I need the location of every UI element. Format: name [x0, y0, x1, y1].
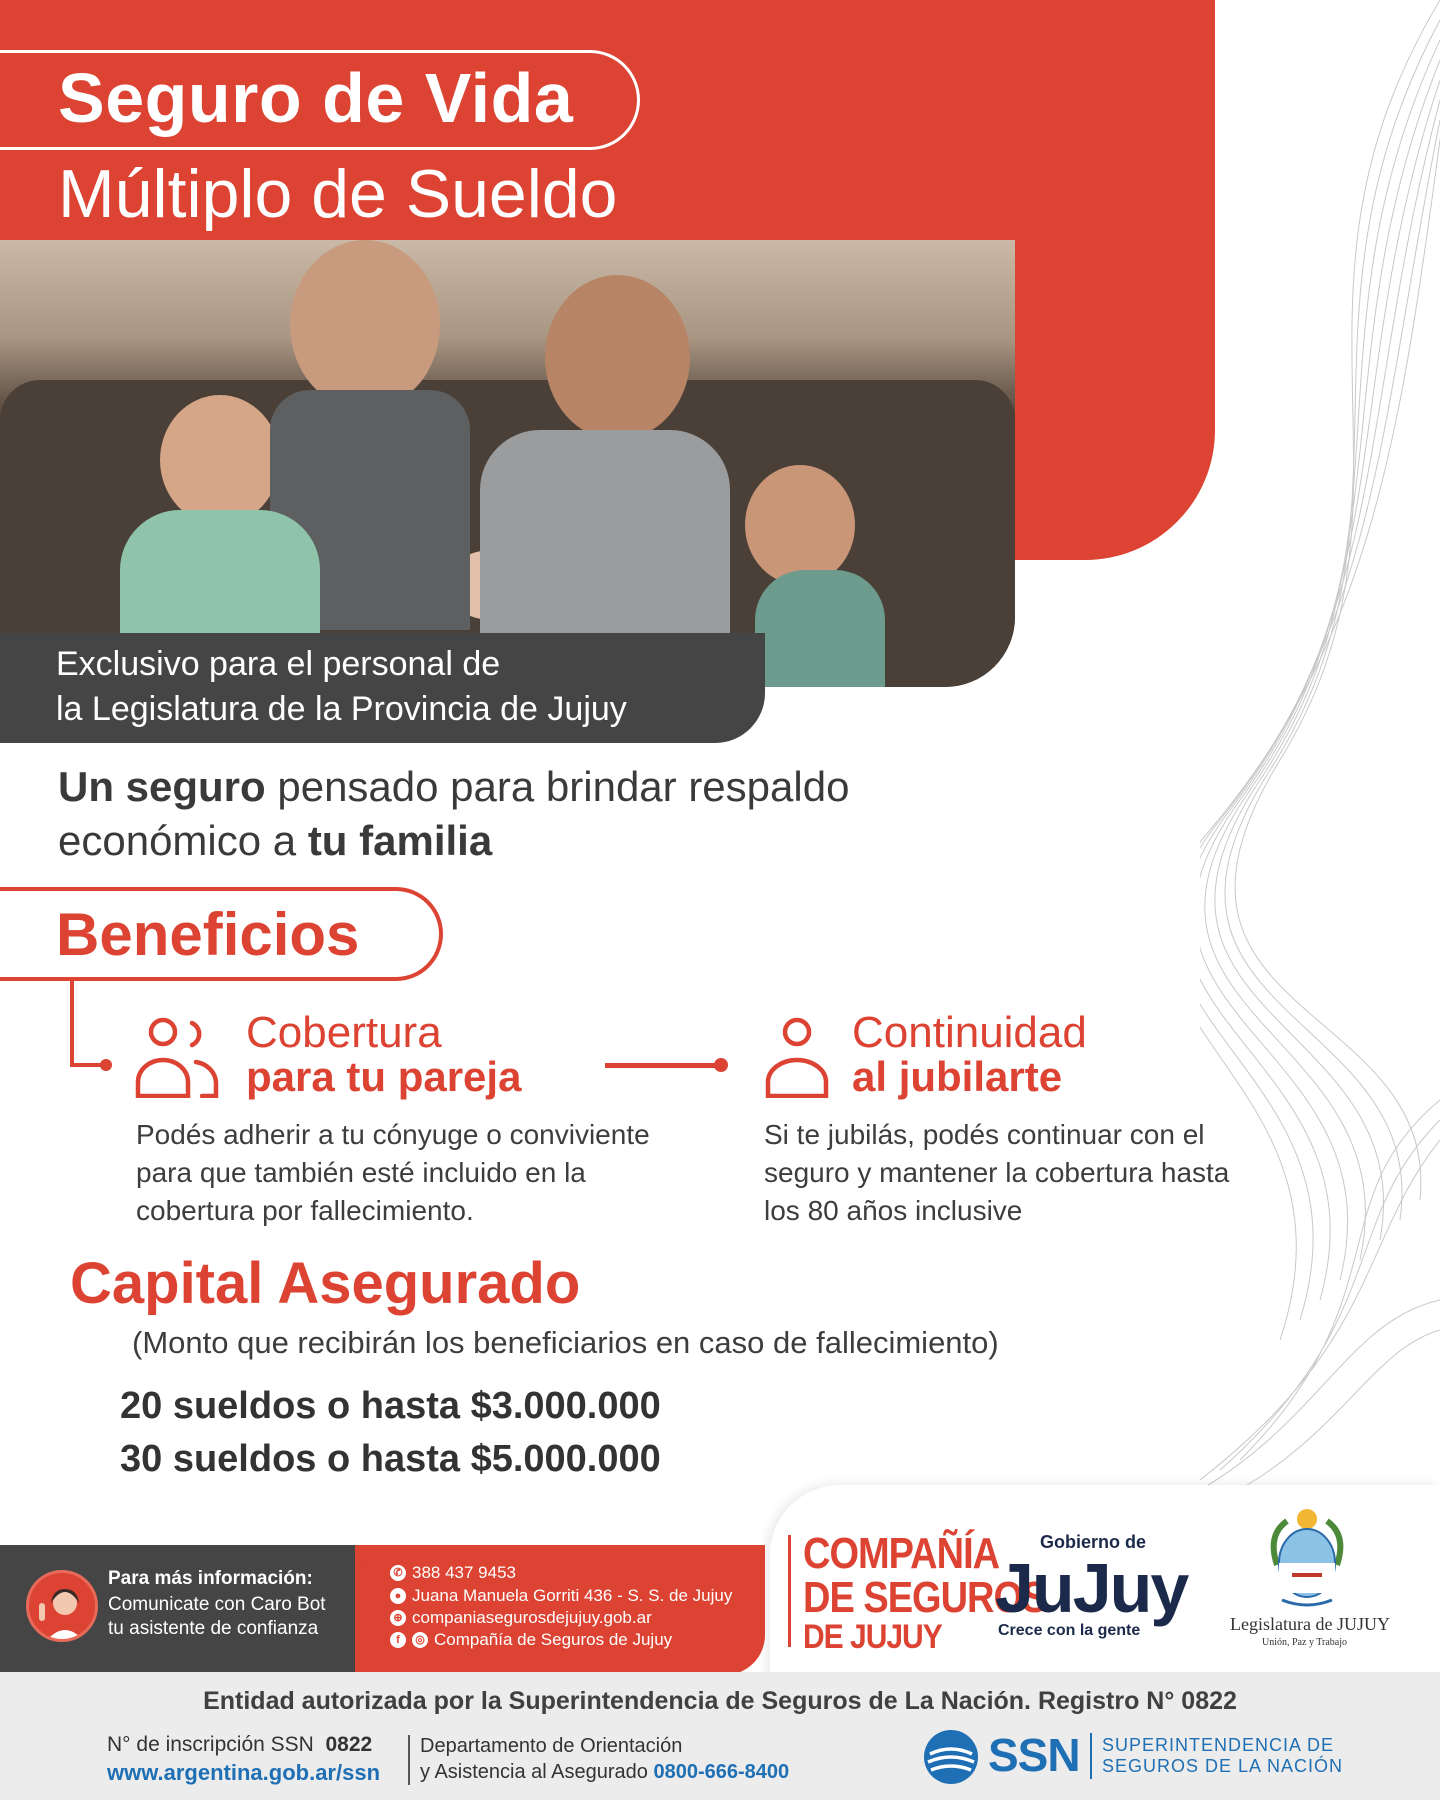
gobierno-logo-word: JuJuy: [995, 1549, 1188, 1627]
footer-dept-line-1: Departamento de Orientación: [420, 1735, 683, 1757]
contact-address-text: Juana Manuela Gorriti 436 - S. S. de Jujuy: [412, 1586, 733, 1605]
benefit-2-heading: Continuidad: [852, 1008, 1087, 1057]
gobierno-logo-tagline: Crece con la gente: [998, 1622, 1141, 1639]
capital-option-20: 20 sueldos o hasta $3.000.000: [120, 1385, 661, 1427]
capital-option-30: 30 sueldos o hasta $5.000.000: [120, 1438, 661, 1480]
contact-social[interactable]: [390, 1630, 672, 1650]
benefit-2-desc-line: los 80 años inclusive: [764, 1195, 1023, 1226]
gobierno-logo-top: Gobierno de: [1040, 1532, 1147, 1552]
company-logo-line-2: DE SEGUROS: [803, 1574, 1047, 1623]
page-title: Seguro de Vida: [58, 59, 574, 137]
contact-social-text: Compañía de Seguros de Jujuy: [434, 1630, 673, 1649]
info-line-2: tu asistente de confianza: [108, 1618, 319, 1639]
exclusive-line-1: Exclusivo para el personal de: [56, 645, 501, 683]
tagline-text-2: económico a: [58, 817, 308, 864]
whatsapp-icon: ✆: [390, 1565, 406, 1581]
ssn-name-line-1: SUPERINTENDENCIA DE: [1102, 1735, 1335, 1755]
company-logo-line-3: DE JUJUY: [803, 1618, 942, 1656]
contact-website-text: companiasegurosdejujuy.gob.ar: [412, 1608, 652, 1627]
benefits-arrow-dot: [714, 1058, 728, 1072]
photo-person-father: [290, 240, 440, 410]
web-icon: ⊕: [390, 1610, 406, 1626]
contact-website[interactable]: [390, 1608, 652, 1628]
tagline-text-1: pensado para brindar respaldo: [265, 763, 850, 810]
contact-phone-text: 388 437 9453: [412, 1563, 516, 1582]
footer-inscripcion: [107, 1733, 372, 1757]
legislatura-tagline: Unión, Paz y Trabajo: [1262, 1637, 1347, 1648]
photo-person-child-right: [745, 465, 855, 585]
tagline-bold-1: Un seguro: [58, 763, 266, 810]
benefit-1-desc-line: para que también esté incluido en la: [136, 1157, 586, 1188]
footer-dept-line-2: [420, 1761, 789, 1784]
benefit-2-subheading: al jubilarte: [852, 1053, 1063, 1100]
company-logo-line-1: COMPAÑÍA: [803, 1530, 1000, 1579]
tagline: [58, 760, 1058, 868]
person-icon: [764, 1012, 830, 1098]
photo-person-child-left: [160, 395, 280, 525]
page-subtitle: Múltiplo de Sueldo: [58, 156, 618, 232]
instagram-icon: ◎: [412, 1632, 428, 1648]
benefits-connector-dot: [100, 1059, 112, 1071]
benefit-1-desc-line: Podés adherir a tu cónyuge o conviviente: [136, 1119, 650, 1150]
family-photo: [0, 240, 1015, 687]
benefit-2-desc-line: seguro y mantener la cobertura hasta: [764, 1157, 1230, 1188]
photo-person-mother: [545, 275, 690, 440]
contact-panel-red-corner: [355, 1545, 395, 1675]
couple-icon: [134, 1012, 220, 1098]
benefit-1-heading: Cobertura: [246, 1008, 442, 1057]
footer-dept-phone[interactable]: 0800-666-8400: [653, 1761, 790, 1783]
facebook-icon: f: [390, 1632, 406, 1648]
contact-address[interactable]: [390, 1586, 732, 1606]
location-icon: ●: [390, 1588, 406, 1604]
benefit-2-desc-line: Si te jubilás, podés continuar con el: [764, 1119, 1205, 1150]
company-logo-bar: [788, 1535, 791, 1647]
ssn-name-line-2: SEGUROS DE LA NACIÓN: [1102, 1756, 1344, 1776]
benefits-title: Beneficios: [56, 901, 360, 968]
footer-ssn-link[interactable]: www.argentina.gob.ar/ssn: [107, 1760, 381, 1785]
capital-title: Capital Asegurado: [70, 1251, 581, 1316]
benefit-1-desc-line: cobertura por fallecimiento.: [136, 1195, 474, 1226]
benefit-1-subheading: para tu pareja: [246, 1053, 522, 1100]
benefit-1-description: [136, 1116, 650, 1230]
caro-bot-avatar[interactable]: [26, 1570, 98, 1642]
contact-phone[interactable]: [390, 1563, 516, 1583]
ssn-logo-divider: [1090, 1733, 1092, 1779]
legislatura-name: Legislatura de JUJUY: [1230, 1614, 1390, 1634]
ssn-logo-icon: [922, 1728, 980, 1786]
info-line-1: Comunicate con Caro Bot: [108, 1594, 326, 1615]
footer-authorization: Entidad autorizada por la Superintendencia de Seguros de La Nación. Registro N° 0822: [203, 1687, 1237, 1715]
benefit-2-description: [764, 1116, 1229, 1230]
info-heading: Para más información:: [108, 1568, 313, 1589]
benefits-connector: [70, 981, 74, 1067]
capital-subtitle: (Monto que recibirán los beneficiarios en caso de fallecimiento): [132, 1325, 999, 1360]
footer-inscripcion-number: 0822: [325, 1733, 373, 1756]
tagline-bold-2: tu familia: [307, 817, 493, 864]
footer-dept-text: y Asistencia al Asegurado: [420, 1761, 654, 1783]
benefits-arrow-line: [605, 1063, 720, 1068]
footer-inscripcion-label: N° de inscripción SSN: [107, 1733, 314, 1756]
photo-shirt-child-right: [755, 570, 885, 687]
footer-divider: [408, 1735, 410, 1785]
exclusive-line-2: la Legislatura de la Provincia de Jujuy: [56, 690, 627, 728]
legislatura-seal-icon: [1262, 1505, 1352, 1610]
ssn-logo-word: SSN: [988, 1729, 1080, 1781]
